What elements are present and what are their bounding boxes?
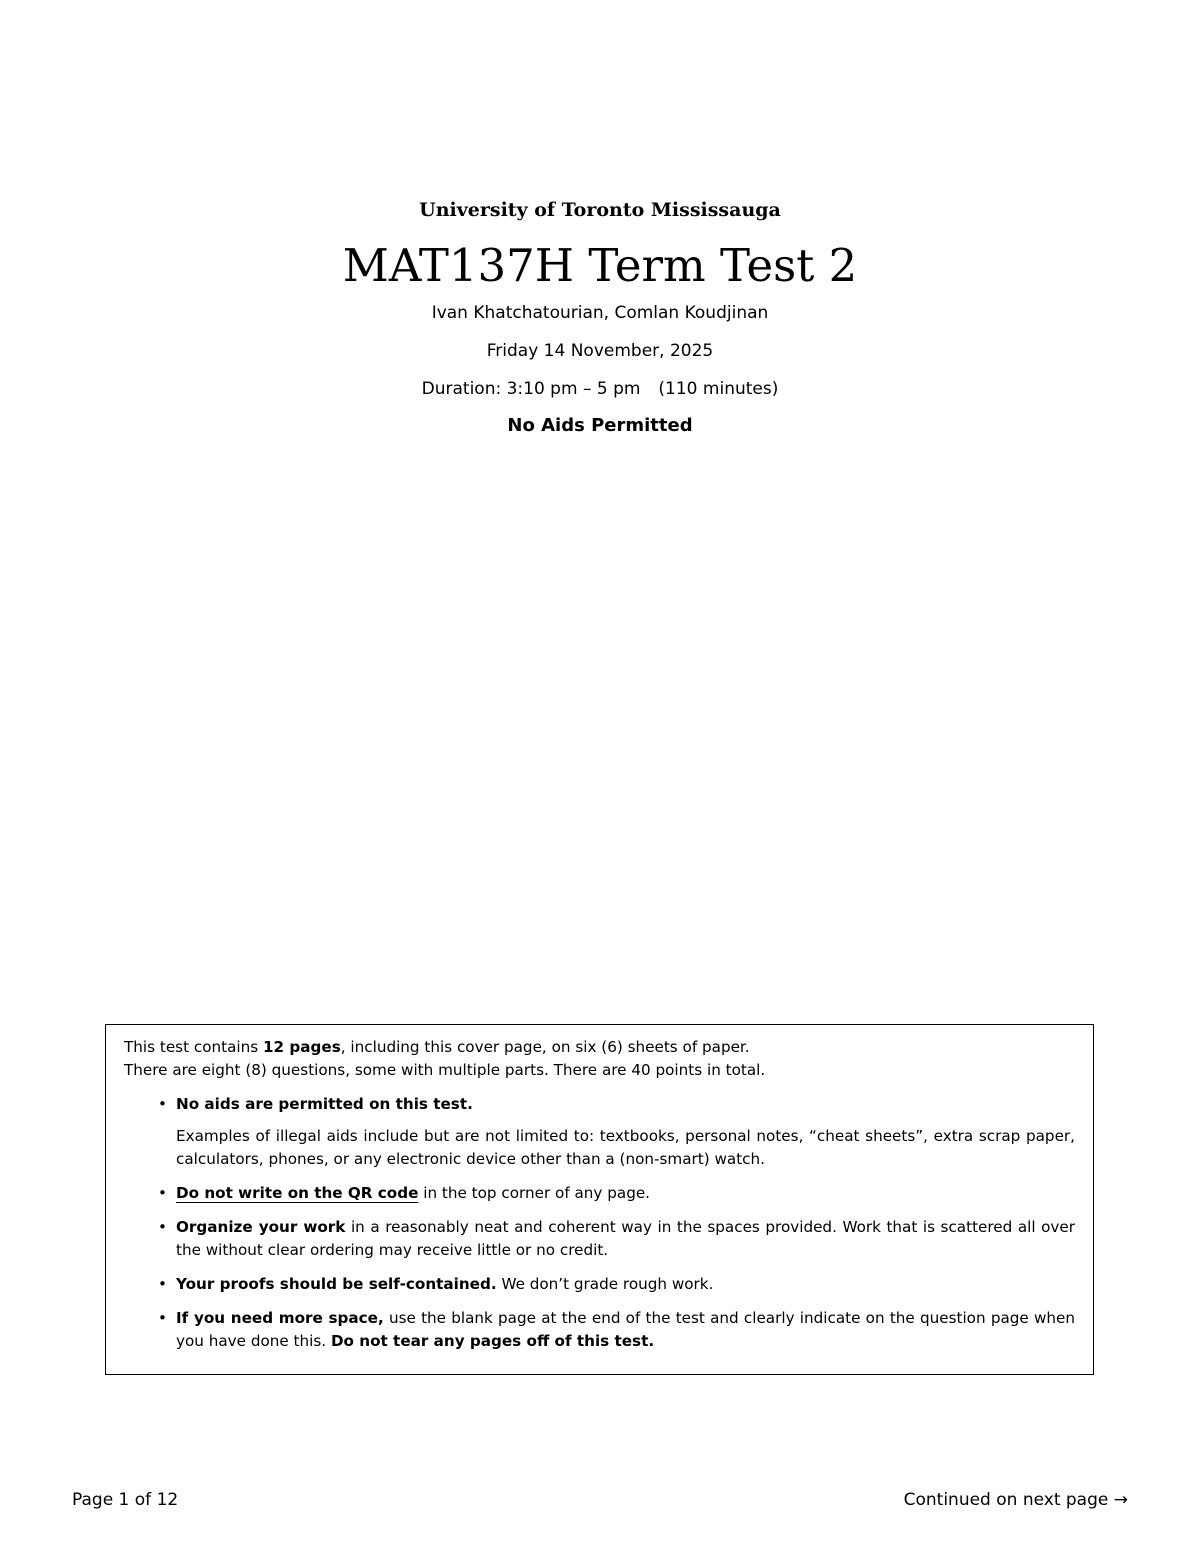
university-name: University of Toronto Mississauga [419,199,781,221]
list-item [176,1307,1075,1353]
more-space-rule-rest: use the blank page at the end of the test and clearly indicate on the question page when you have done this. [176,1309,1076,1350]
no-aids-rule: No aids are permitted on this test. [176,1095,473,1113]
aids-notice: No Aids Permitted [507,415,693,436]
test-duration [0,377,1200,401]
illegal-aids-examples: Examples of illegal aids include but are not limited to: textbooks, personal notes, “cheat sheets”, extra scrap paper, calculators, phones, or any electronic device other than a (non-smart) watch. [176,1127,1075,1168]
proofs-rule: Your proofs should be self-contained. [176,1275,497,1293]
instructions-box [105,1024,1094,1375]
title-block [0,196,1200,439]
test-date: Friday 14 November, 2025 [486,341,714,361]
authors: Ivan Khatchatourian, Comlan Koudjinan [431,303,769,323]
intro-pages [124,1036,1075,1059]
duration-label: Duration: 3:10 pm – 5 pm [421,379,641,399]
list-item [176,1216,1075,1262]
list-item [176,1093,1075,1171]
instructions-list [124,1093,1075,1353]
no-tear-rule: Do not tear any pages off of this test. [330,1332,655,1350]
intro-pages-text: This test contains [124,1038,263,1056]
qr-code-rule-rest: in the top corner of any page. [418,1184,651,1202]
organize-work-rule: Organize your work [176,1218,346,1236]
qr-code-rule: Do not write on the QR code [176,1184,419,1202]
intro-pages-count: 12 pages [262,1038,341,1056]
proofs-rule-rest: We don’t grade rough work. [496,1275,714,1293]
organize-work-rule-rest: in a reasonably neat and coherent way in the spaces provided. Work that is scattered all over the without clear ordering may receive little or no credit. [176,1218,1075,1259]
intro-questions: There are eight (8) questions, some with multiple parts. There are 40 points in total. [124,1061,766,1079]
more-space-rule: If you need more space, [176,1309,384,1327]
page-number: Page 1 of 12 [72,1490,179,1510]
list-item [176,1273,1075,1296]
intro-pages-rest: , including this cover page, on six (6) sheets of paper. [340,1038,750,1056]
duration-minutes: (110 minutes) [658,379,779,399]
test-title: MAT137H Term Test 2 [342,239,858,292]
continued-notice: Continued on next page → [903,1490,1128,1510]
list-item [176,1182,1075,1205]
